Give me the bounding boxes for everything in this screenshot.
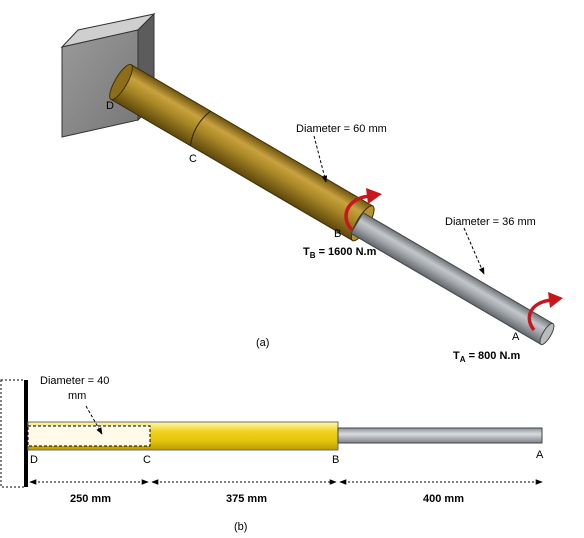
label-a-point-b: B bbox=[334, 228, 342, 240]
label-a-point-d: D bbox=[106, 100, 114, 112]
label-diameter-36: Diameter = 36 mm bbox=[445, 216, 536, 228]
small-shaft-2d bbox=[338, 428, 542, 443]
part-a-3d-view bbox=[62, 14, 563, 364]
label-b-point-b: B bbox=[332, 454, 340, 466]
label-torque-b: $T_B = 1600$ N.m bbox=[303, 246, 377, 260]
wall-support-2d bbox=[1, 380, 25, 487]
label-b-point-c: C bbox=[143, 454, 151, 466]
label-dim-dc: 250 mm bbox=[70, 493, 111, 505]
label-dim-ba: 400 mm bbox=[423, 493, 464, 505]
label-a-point-a: A bbox=[512, 331, 520, 343]
hollow-section-dc bbox=[28, 426, 150, 446]
label-b-point-a: A bbox=[536, 449, 544, 461]
leader-diameter-36 bbox=[464, 228, 484, 274]
caption-b: (b) bbox=[234, 521, 248, 533]
label-torque-a: $T_A = 800$ N.m bbox=[453, 350, 521, 364]
large-shaft-3d bbox=[106, 62, 378, 244]
caption-a: (a) bbox=[256, 337, 270, 349]
label-diameter-40-line2: mm bbox=[68, 390, 87, 402]
label-a-point-c: C bbox=[189, 153, 197, 165]
part-b-side-view bbox=[1, 375, 544, 533]
label-dim-cb: 375 mm bbox=[226, 493, 267, 505]
label-b-point-d: D bbox=[30, 454, 38, 466]
label-diameter-60: Diameter = 60 mm bbox=[296, 123, 387, 135]
small-shaft-3d bbox=[351, 213, 557, 347]
label-diameter-40-line1: Diameter = 40 bbox=[40, 375, 110, 387]
